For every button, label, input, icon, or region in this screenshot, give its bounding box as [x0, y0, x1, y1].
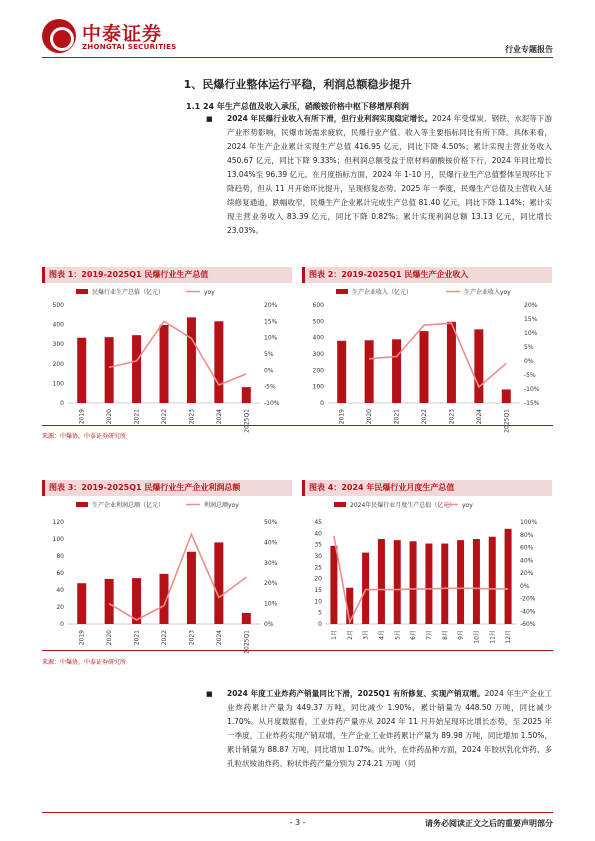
section-title: 1、民爆行业整体运行平稳，利润总额稳步提升 — [183, 78, 412, 91]
y2-tick-label: 60% — [520, 544, 534, 552]
legend-bar-swatch — [334, 502, 346, 507]
y2-tick-label: 80% — [520, 531, 534, 539]
y-tick-label: 40 — [314, 530, 322, 538]
x-tick-label: 12月 — [505, 630, 513, 644]
paragraph-1 — [227, 112, 552, 238]
x-tick-label: 2022 — [161, 630, 168, 646]
legend-line-label: 生产企业收入yoy — [464, 289, 511, 296]
chart-1-plot — [42, 283, 292, 435]
y-tick-label: 100 — [52, 380, 64, 388]
y2-tick-label: 50% — [264, 519, 278, 526]
y-tick-label: 200 — [312, 367, 324, 375]
y2-tick-label: 10% — [264, 334, 278, 342]
yoy-series-line — [109, 534, 246, 620]
paragraph-2-body: 2024 年生产企业工业炸药累计产量为 449.37 万吨，同比减少 1.90%，累计销量为 448.50 万吨，同比减少 1.70%。从月度数据看，工业炸药产量亦从 2024 年 11 月开始呈现环比增长态势，至 2025 年一季度，工业炸药实现产销双增，生产企业工业炸药累计产量为 89.98 万吨，同比增加 1.50%，累计销量为 88.87 万吨，同比增加 1.07%。此外，在炸药品种方面，2024 年胶状乳化炸药、多孔粒状铵油炸药、粉状炸药产量分别为 274.21 万吨（同 — [227, 689, 552, 768]
x-tick-label: 2022 — [421, 409, 428, 425]
y2-tick-label: 40% — [520, 557, 534, 565]
y2-tick-label: 15% — [524, 316, 538, 323]
y2-tick-label: 20% — [264, 580, 278, 588]
y2-tick-label: -5% — [264, 383, 276, 391]
bullet-1: ■ — [206, 115, 213, 123]
y2-tick-label: 0% — [524, 358, 534, 365]
x-tick-label: 2月 — [346, 630, 354, 640]
x-tick-label: 2024 — [215, 630, 223, 646]
y-tick-label: 200 — [52, 360, 64, 368]
x-tick-label: 4月 — [378, 630, 386, 640]
report-type: 行业专题报告 — [505, 45, 553, 54]
bar-2019 — [77, 338, 86, 403]
y2-tick-label: -10% — [264, 400, 280, 407]
y2-tick-label: -5% — [524, 372, 536, 379]
y2-tick-label: 40% — [264, 539, 278, 547]
page-number: - 3 - — [289, 818, 306, 827]
y-tick-label: 0 — [320, 400, 324, 407]
y-tick-label: 40 — [56, 587, 64, 594]
y-tick-label: 100 — [312, 383, 324, 391]
x-tick-label: 2024 — [475, 409, 483, 425]
bar-9月 — [457, 540, 464, 624]
chart-3 — [42, 480, 292, 658]
y-tick-label: 500 — [52, 302, 64, 309]
footer-divider — [42, 812, 553, 813]
chart-3-source: 来源：中爆协，中泰证券研究所 — [42, 659, 127, 666]
x-tick-label: 2024 — [215, 409, 223, 425]
y2-tick-label: 0% — [264, 367, 274, 375]
y-tick-label: 15 — [314, 587, 322, 594]
bar-2020 — [365, 340, 374, 403]
y-tick-label: 80 — [56, 553, 64, 560]
header-divider — [42, 57, 553, 58]
y-tick-label: 5 — [318, 609, 322, 617]
x-tick-label: 2019 — [78, 409, 86, 425]
bar-2022 — [420, 331, 429, 403]
y-tick-label: 30 — [314, 553, 322, 560]
company-logo — [42, 19, 222, 55]
y2-tick-label: -15% — [524, 400, 540, 407]
x-tick-label: 2020 — [106, 409, 114, 425]
y-tick-label: 600 — [312, 302, 324, 309]
legend-bar-label: 2024年民爆行业月度生产总值（亿元） — [350, 502, 456, 509]
x-tick-label: 2020 — [106, 630, 114, 646]
y-tick-label: 400 — [312, 334, 324, 342]
source-divider-1 — [42, 425, 553, 426]
chart-2 — [302, 267, 552, 435]
y-tick-label: 100 — [52, 536, 64, 543]
x-tick-label: 2023 — [188, 409, 196, 425]
yoy-series-line — [369, 323, 506, 387]
y-tick-label: 10 — [314, 598, 322, 606]
y2-tick-label: 10% — [524, 330, 538, 337]
bullet-2: ■ — [206, 690, 213, 698]
chart-3-plot — [42, 496, 292, 658]
bar-7月 — [425, 544, 432, 624]
y2-tick-label: -20% — [520, 595, 536, 603]
bar-2022 — [160, 325, 169, 403]
y-tick-label: 60 — [56, 570, 64, 577]
chart-2-plot — [302, 283, 552, 435]
y2-tick-label: 0% — [264, 621, 274, 628]
chart-4-plot — [302, 496, 552, 658]
bar-1月 — [330, 546, 337, 624]
y-tick-label: 35 — [314, 541, 322, 549]
bar-3月 — [362, 553, 369, 624]
x-tick-label: 2021 — [133, 409, 141, 425]
bar-2021 — [392, 339, 401, 403]
bar-2019 — [337, 341, 346, 403]
y2-tick-label: 5% — [524, 344, 534, 351]
bar-12月 — [505, 529, 512, 624]
source-divider-2 — [42, 650, 553, 651]
chart-1 — [42, 267, 292, 435]
legend-line-label: yoy — [204, 289, 215, 296]
legend-bar-label: 民爆行业生产总值（亿元） — [92, 289, 165, 296]
bar-2025Q1 — [502, 389, 511, 403]
bar-11月 — [489, 537, 496, 624]
y-tick-label: 300 — [52, 341, 64, 349]
legend-line-label: yoy — [462, 502, 473, 509]
x-tick-label: 2023 — [188, 630, 196, 646]
chart-3-title: 图表 3：2019-2025Q1 民爆行业生产企业利润总额 — [42, 480, 292, 496]
paragraph-2 — [227, 687, 552, 771]
legend-bar-swatch — [76, 289, 88, 294]
bar-5月 — [394, 540, 401, 624]
bar-4月 — [378, 539, 385, 624]
x-tick-label: 2025Q1 — [243, 630, 251, 654]
chart-1-source: 来源：中爆协，中泰证券研究所 — [42, 433, 127, 440]
y-tick-label: 20 — [56, 604, 64, 611]
section-subtitle: 1.1 24 年生产总值及收入承压，硝酸铵价格中枢下移增厚利润 — [186, 102, 409, 111]
bar-2024 — [214, 321, 223, 403]
y2-tick-label: -60% — [520, 621, 536, 628]
x-tick-label: 7月 — [425, 630, 433, 640]
chart-1-title: 图表 1：2019-2025Q1 民爆行业生产总值 — [42, 267, 292, 283]
chart-4 — [302, 480, 552, 658]
x-tick-label: 2025Q1 — [243, 409, 251, 433]
x-tick-label: 2020 — [366, 409, 374, 425]
x-tick-label: 6月 — [410, 630, 418, 640]
y-tick-label: 0 — [318, 621, 322, 628]
x-tick-label: 8月 — [441, 630, 449, 640]
company-name-en: ZHONGTAI SECURITIES — [82, 43, 177, 51]
y2-tick-label: 100% — [520, 519, 538, 526]
bar-2019 — [77, 583, 86, 624]
x-tick-label: 2021 — [393, 409, 401, 425]
bar-2023 — [187, 552, 196, 624]
legend-bar-label: 生产企业利润总额（亿元） — [92, 502, 165, 509]
y2-tick-label: 10% — [264, 600, 278, 608]
y-tick-label: 400 — [52, 321, 64, 329]
x-tick-label: 2022 — [161, 409, 168, 425]
paragraph-1-body: 2024 年受煤炭、钢铁、水泥等下游产业形势影响，民爆市场需求疲软，民爆行业产值、收入等主要指标同比有所下降。具体来看，2024 年生产企业累计实现生产总值 416.95 亿元，同比下降 4.50%；累计实现主营业务收入 450.67 亿元，同比下降 9.33%；但利润总额受益于原材料硝酸铵价格下行，2024 年同比增长 13.04%至 96.39 亿元。在月度指标方面，2024 年 1-10 月，民爆行业生产总值整体呈现环比下降趋势，但从 11 月开始环比提升，呈现修复态势。2025 年一季度，民爆生产总值及主营收入延续修复通道，跌幅收窄，民爆生产企业累计完成生产总值 81.40 亿元，同比下降 1.14%；累计实现主营业务收入 83.39 亿元，同比下降 0.82%；累计实现利润总额 13.13 亿元，同比增长 23.03%。 — [227, 114, 552, 235]
legend-bar-swatch — [76, 502, 88, 507]
y2-tick-label: 0% — [520, 582, 530, 590]
x-tick-label: 2023 — [448, 409, 456, 425]
x-tick-label: 2019 — [78, 630, 86, 646]
bar-8月 — [441, 544, 448, 624]
y-tick-label: 120 — [52, 519, 64, 526]
y2-tick-label: -40% — [520, 608, 536, 616]
y-tick-label: 45 — [314, 519, 322, 526]
x-tick-label: 3月 — [362, 630, 370, 640]
x-tick-label: 11月 — [489, 630, 497, 644]
bar-2024 — [214, 542, 223, 624]
bar-2025Q1 — [242, 613, 251, 624]
x-tick-label: 10月 — [473, 630, 481, 644]
chart-2-title: 图表 2：2019-2025Q1 民爆生产企业收入 — [302, 267, 552, 283]
x-tick-label: 9月 — [457, 630, 465, 640]
bar-2023 — [447, 322, 456, 403]
y2-tick-label: 30% — [264, 559, 278, 567]
y2-tick-label: 20% — [524, 302, 538, 309]
y-tick-label: 20 — [314, 575, 322, 583]
bar-2020 — [105, 579, 114, 624]
legend-line-label: 利润总额yoy — [204, 502, 239, 509]
yoy-series-line — [109, 321, 246, 385]
paragraph-1-lead: 2024 年民爆行业收入有所下滑，但行业利润实现稳定增长。 — [227, 114, 433, 123]
x-tick-label: 5月 — [394, 630, 402, 640]
yoy-series-line — [334, 536, 508, 622]
x-tick-label: 2019 — [338, 409, 346, 425]
bar-2021 — [132, 335, 141, 403]
y2-tick-label: 20% — [520, 570, 534, 577]
bar-10月 — [473, 539, 480, 624]
y-tick-label: 25 — [314, 564, 322, 572]
bar-2023 — [187, 317, 196, 403]
company-name-cn: 中泰证券 — [82, 23, 163, 45]
bar-6月 — [410, 541, 417, 624]
logo-mark-icon — [42, 19, 76, 53]
y2-tick-label: 15% — [264, 318, 278, 326]
bar-2024 — [474, 329, 483, 403]
y-tick-label: 300 — [312, 351, 324, 358]
y2-tick-label: -10% — [524, 386, 540, 393]
footer-disclaimer: 请务必阅读正文之后的重要声明部分 — [425, 819, 553, 828]
bar-2020 — [105, 337, 114, 403]
y-tick-label: 0 — [60, 400, 64, 407]
legend-bar-swatch — [336, 289, 348, 294]
y2-tick-label: 5% — [264, 351, 274, 358]
x-tick-label: 2021 — [133, 630, 141, 646]
y-tick-label: 500 — [312, 318, 324, 326]
legend-bar-label: 生产企业收入（亿元） — [352, 289, 413, 296]
paragraph-2-lead: 2024 年度工业炸药产销量同比下滑，2025Q1 有所修复、实现产销双增。 — [227, 689, 485, 698]
y-tick-label: 0 — [60, 621, 64, 628]
bar-2025Q1 — [242, 387, 251, 403]
x-tick-label: 2025Q1 — [503, 409, 511, 433]
x-tick-label: 1月 — [330, 630, 338, 640]
y2-tick-label: 20% — [264, 302, 278, 309]
chart-4-title: 图表 4：2024 年民爆行业月度生产总值 — [302, 480, 552, 496]
